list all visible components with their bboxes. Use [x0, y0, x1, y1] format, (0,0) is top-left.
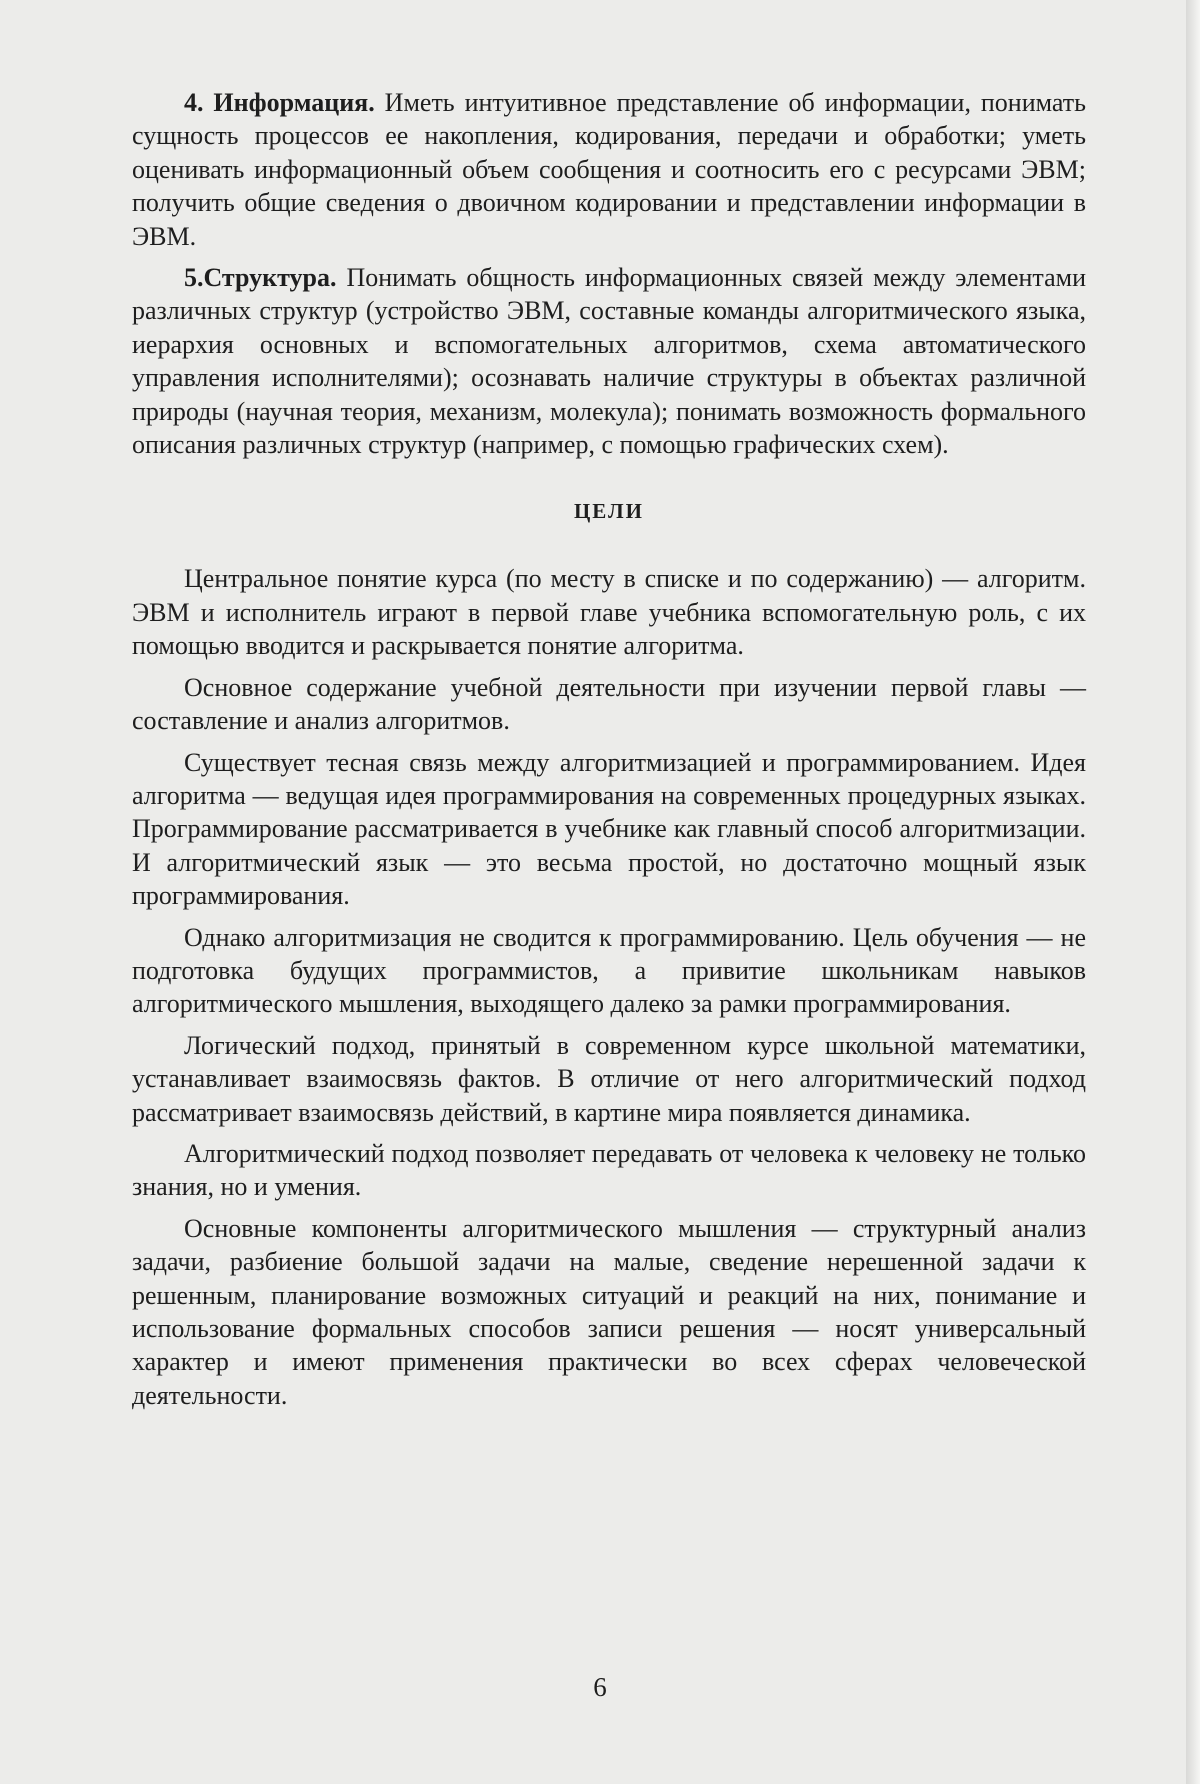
paragraph: Основные компоненты алгоритмического мышления — структурный анализ задачи, разбиение большой задачи на малые, сведение нерешенной задачи к решенным, планирование возможных ситуаций и реакций на них, понимание и использование формальных способов записи решения — носят универсальный характер и имеют применения практически во всех сферах человеческой деятельности.: [132, 1213, 1086, 1410]
page-number: 6: [593, 1672, 607, 1702]
paragraph-text: Понимать общность информационных связей между элементами различных структур (устройство ЭВМ, составные команды алгоритмического языка, иерархия основных и вспомогательных алгоритмов, схема автоматического управления исполнителями); осознавать наличие структуры в объектах различной природы (научная теория, механизм, молекула); понимать возможность формального описания различных структур (например, с помощью графических схем).: [132, 263, 1086, 460]
paragraph: Алгоритмический подход позволяет передавать от человека к человеку не только знания, но и умения.: [132, 1138, 1086, 1202]
paragraph-lead: 4. Информация.: [184, 88, 375, 117]
page-content: [132, 86, 1086, 1412]
paragraph: Существует тесная связь между алгоритмизацией и программированием. Идея алгоритма — ведущая идея программирования на современных процедурных языках. Программирование рассматривается в учебнике как главный способ алгоритмизации. И алгоритмический язык — это весьма простой, но достаточно мощный язык программирования.: [132, 747, 1086, 911]
paragraph-information: [132, 86, 1086, 253]
paragraph: Основное содержание учебной деятельности при изучении первой главы — составление и анализ алгоритмов.: [132, 672, 1086, 736]
paragraph: Центральное понятие курса (по месту в списке и по содержанию) — алгоритм. ЭВМ и исполнитель играют в первой главе учебника вспомогательную роль, с их помощью вводится и раскрывается понятие алгоритма.: [132, 564, 1086, 661]
paragraph-structure: [132, 261, 1086, 461]
paragraph-text: Иметь интуитивное представление об информации, понимать сущность процессов ее накопления, кодирования, передачи и обработки; уметь оценивать информационный объем сообщения и соотносить его с ресурсами ЭВМ; получить общие сведения о двоичном кодировании и представлении информации в ЭВМ.: [132, 88, 1086, 251]
paragraph: Однако алгоритмизация не сводится к программированию. Цель обучения — не подготовка будущих программистов, а привитие школьникам навыков алгоритмического мышления, выходящего далеко за рамки программирования.: [132, 922, 1086, 1019]
section-heading: ЦЕЛИ: [573, 499, 645, 524]
paragraph: Логический подход, принятый в современном курсе школьной математики, устанавливает взаимосвязь фактов. В отличие от него алгоритмический подход рассматривает взаимосвязь действий, в картине мира появляется динамика.: [132, 1030, 1086, 1127]
paragraph-lead: 5.Структура.: [184, 263, 337, 293]
page-edge-shadow: [1186, 0, 1200, 1784]
